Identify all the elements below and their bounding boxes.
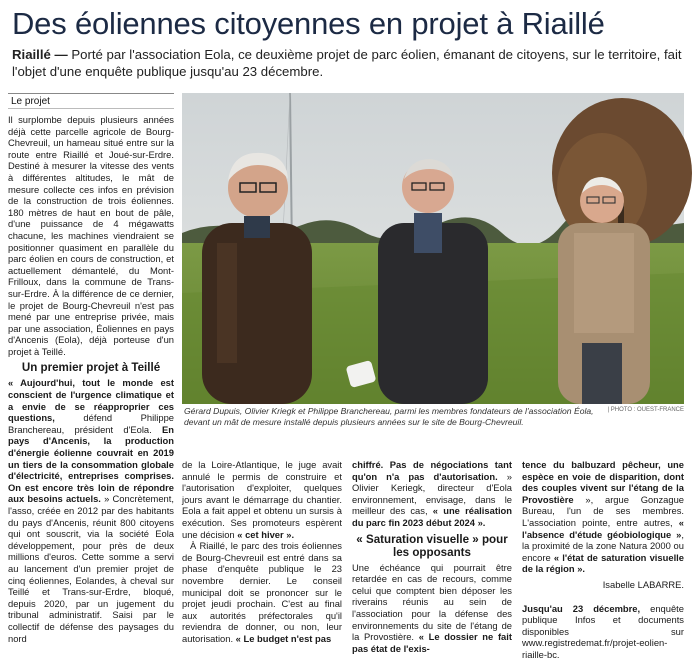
col4-p1-start: tence du balbuzard pêcheur, une espèce en voie de disparition, dont des couples vivent sur l'étang de la Provostière bbox=[522, 459, 684, 505]
topic-bar bbox=[8, 93, 174, 109]
photo-caption: Gérard Dupuis, Olivier Kriegk et Philippe Branchereau, parmi les membres fondateurs de l'association Éola, devant un mât de mesure installé depuis plusieurs années sur le site de Bourg-Chevreuil. bbox=[184, 406, 594, 427]
col4-p1-mid: », argue Gonzague Bureau, l'un de ses membres. L'association pointe, entre autres, bbox=[522, 493, 684, 528]
lede-place: Riaillé — bbox=[12, 47, 68, 62]
info-note-date: Jusqu'au 23 décembre, bbox=[522, 602, 641, 614]
col3-paragraph-1 bbox=[352, 459, 512, 529]
col4-p1-mid2: , la proximité de la zone Natura 2000 ou encore bbox=[522, 528, 684, 563]
col3-p1-bold: chiffré. Pas de négociations tant qu'on n'a pas d'autorisation. bbox=[352, 459, 512, 482]
quote-2: En pays d'Ancenis, la production d'énergie éolienne couvrait en 2019 un tiers de la consommation globale d'électricité, entreprises comprises. On est encore très loin de répondre aux besoins actuels. bbox=[8, 423, 174, 505]
column-3 bbox=[352, 459, 512, 654]
col2-p1-text: de la Loire-Atlantique, le juge avait annulé le permis de construire et l'autorisation d'exploiter, quelques jours avant le démarrage du chantier. Eola a fait appel et obtenu un sursis à exécution. Ses promoteurs espèrent une décision bbox=[182, 459, 342, 540]
article-photo bbox=[182, 93, 684, 404]
quote-1: « Aujourd'hui, tout le monde est conscient de l'urgence climatique et a envie de se réapproprier ces questions, bbox=[8, 377, 174, 424]
col2-paragraph-2 bbox=[182, 540, 342, 644]
column-4 bbox=[522, 459, 684, 661]
col4-p1-bold: « l'absence d'étude géobiologique » bbox=[522, 516, 684, 540]
info-note-text: enquête publique Infos et documents disponibles sur www.registredemat.fr/projet-eolien-riaille-bc. bbox=[522, 602, 684, 660]
photo-credit: | PHOTO : OUEST-FRANCE bbox=[607, 407, 684, 413]
col3-p2-bold: « Le dossier ne fait pas état de l'exis- bbox=[352, 631, 513, 654]
col3-p1-text: » Olivier Keriegk, directeur d'Eola environnement, envisage, dans le meilleur des cas, bbox=[352, 470, 512, 517]
col2-p1-bold: « cet hiver ». bbox=[234, 528, 295, 540]
col4-paragraph-1 bbox=[522, 459, 684, 575]
signature: Isabelle LABARRE. bbox=[602, 578, 684, 590]
col1-paragraph-2 bbox=[8, 377, 174, 644]
lede-text: Porté par l'association Eola, ce deuxième projet de parc éolien, émanant de citoyens, sur le territoire, fait l'objet d'une enquête publique jusqu'au 23 décembre. bbox=[12, 47, 682, 79]
col2-p2-text: À Riaillé, le parc des trois éoliennes de Bourg-Chevreuil est entré dans sa phase d'enquête publique le 23 novembre dernier. Le conseil municipal doit se prononcer sur le projet jeudi prochain. C'est au final aux autorités préfectorales qu'il reviendra de donner, ou non, leur autorisation. bbox=[182, 540, 342, 644]
topic-label: Le projet bbox=[11, 96, 50, 107]
col1-p2-tail: » Concrètement, l'asso, créée en 2012 par des habitants du pays d'Ancenis, réunit 800 citoyens qui ont souscrit, via la société Eola développement, pour près de deux millions d'euros. Cette somme a servi au lancement d'un premier projet de cinq éoliennes, Eolandes, à cheval sur Teillé et Trans-sur-Erdre, bloqué, depuis 2020, par un jugement du tribunal administratif. Saisi par le collectif de défense des paysages du nord bbox=[8, 493, 174, 644]
col1-paragraph-1: Il surplombe depuis plusieurs années déjà cette parcelle agricole de Bourg-Chevreuil, un hameau situé entre sur la route entre Riaillé et Joué-sur-Erdre. Destiné à mesurer la vitesse des vents à différentes altitudes, le mât de mesure collecte ces infos en prévision de la construction de trois éoliennes. 180 mètres de haut en bout de pâle, d'une puissance de 4 mégawatts chacune, les machines viendraient se positionner quasiment en parallèle du parc éolien en cours de construction, et actuellement démantelé, du Mont-Frilloux, dans la commune de Trans-sur-Erdre. À la différence de ce dernier, le projet de Bourg-Chevreuil n'est pas mené par une entreprise privée, mais par une association, Éoliennes en pays d'Ancenis (Eola), déjà porteuse d'un projet à Teillé. bbox=[8, 114, 174, 357]
col4-p1-bold2: « l'état de saturation visuelle de la région ». bbox=[522, 551, 684, 575]
subheading-teille: Un premier projet à Teillé bbox=[21, 361, 161, 375]
col2-p2-bold: « Le budget n'est pas bbox=[233, 632, 332, 644]
info-note bbox=[522, 603, 684, 661]
col3-p1-bold2: « une réalisation du parc fin 2023 début 2024 ». bbox=[352, 505, 513, 528]
headline: Des éoliennes citoyennes en projet à Riaillé bbox=[12, 6, 605, 41]
col3-p2-text: Une échéance qui pourrait être retardée en cas de recours, comme celui que comptent bien déposer les riverains réunis au sein de l'association pour la défense des environnements du site de l'étang de la Provostière. bbox=[352, 561, 512, 643]
col2-paragraph-1 bbox=[182, 459, 342, 540]
column-2 bbox=[182, 459, 342, 645]
lede bbox=[12, 46, 682, 80]
subheading-saturation: « Saturation visuelle » pour les opposants bbox=[356, 532, 508, 559]
col3-paragraph-2 bbox=[352, 562, 512, 655]
column-1 bbox=[8, 114, 174, 644]
col1-p2-rest: défend Philippe Branchereau, président d'Eola. bbox=[8, 412, 174, 435]
